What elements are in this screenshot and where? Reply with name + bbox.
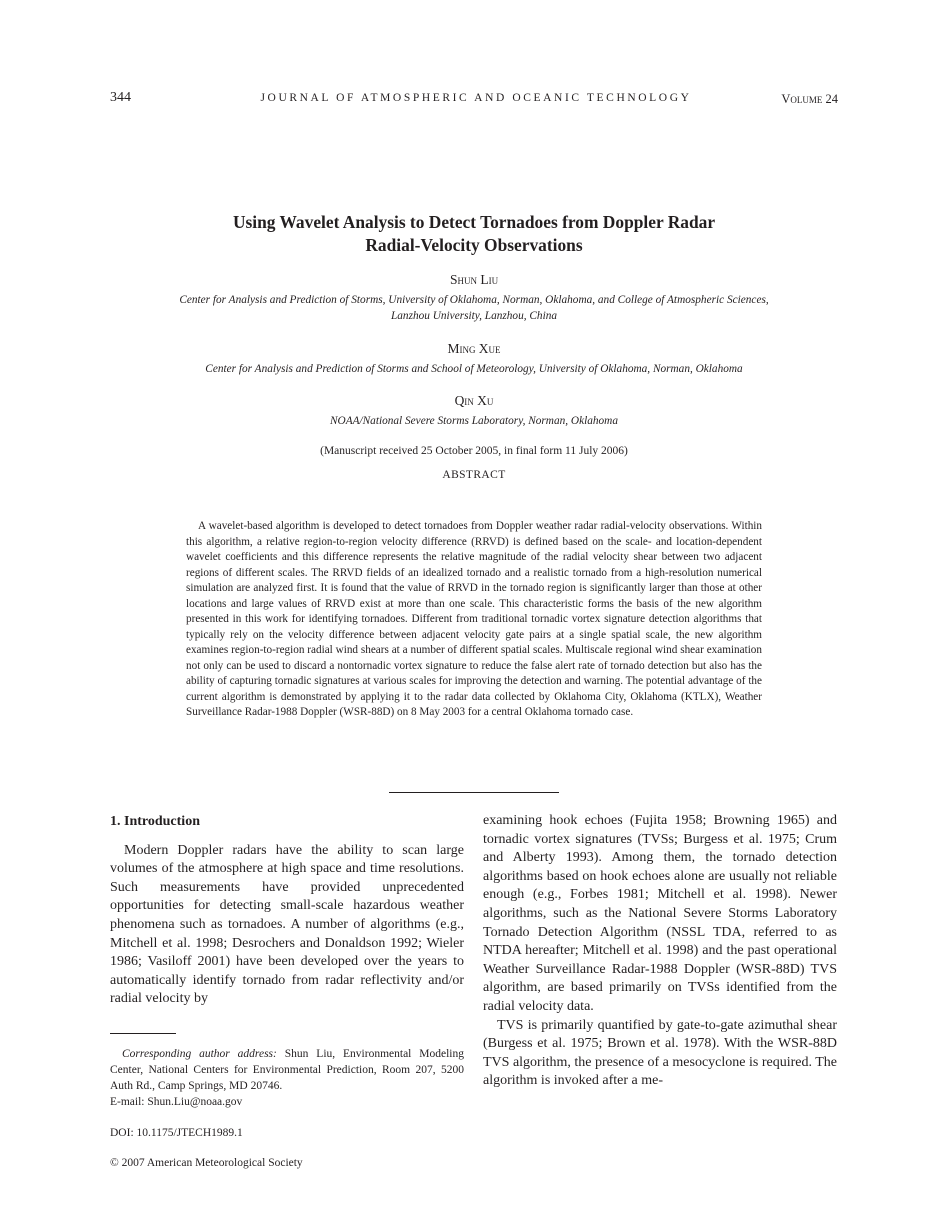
author-affiliation-2: Center for Analysis and Prediction of Storms and School of Meteorology, University of Oklahoma, Norman, Oklahoma xyxy=(205,363,743,375)
volume-label: Volume 24 xyxy=(781,92,838,106)
journal-name: JOURNAL OF ATMOSPHERIC AND OCEANIC TECHNOLOGY xyxy=(260,92,692,104)
section-heading-introduction: 1. Introduction xyxy=(110,814,200,829)
footnote-address: Shun Liu, Environmental Modeling Center, National Centers for Environmental Prediction, Room 207, 5200 Auth Rd., Camp Springs, MD 20746. xyxy=(110,1048,464,1092)
copyright-line: © 2007 American Meteorological Society xyxy=(110,1157,303,1169)
title-block xyxy=(110,211,838,483)
corresponding-author-footnote xyxy=(110,1046,464,1110)
author-affiliation-3: NOAA/National Severe Storms Laboratory, Norman, Oklahoma xyxy=(330,415,618,427)
author-name-2: Ming Xue xyxy=(447,341,501,356)
paper-title-line-2: Radial-Velocity Observations xyxy=(365,235,583,255)
abstract-heading: ABSTRACT xyxy=(442,469,506,481)
intro-paragraph-2: TVS is primarily quantified by gate-to-gate azimuthal shear (Burgess et al. 1975; Brown et al. 1978). With the WSR-88D TVS algorithm, the presence of a mesocyclone is required. The algorithm is invoked after a me- xyxy=(483,1017,837,1089)
paper-title xyxy=(110,211,838,257)
footnote-divider xyxy=(110,1033,176,1034)
abstract-text: A wavelet-based algorithm is developed to detect tornadoes from Doppler weather radar radial-velocity observations. Within this algorithm, a relative region-to-region velocity difference (RRVD) is defined based on the scale- and location-dependent wavelet coefficients and this difference represents the relative magnitude of the radial velocity shear between two adjacent regions of different scales. The RRVD fields of an idealized tornado and a realistic tornado from a high-resolution numerical simulation are analyzed first. It is found that the value of RRVD in the tornado region is significantly larger than those at other locations and large values of RRVD exist at more than one scale. This characteristic forms the basis of the new algorithm presented in this work for identifying tornadoes. Different from traditional tornadic vortex signature detection algorithms that typically rely on the velocity difference between adjacent velocity gate pairs at a single spatial scale, the new algorithm examines region-to-region radial wind shears at a number of different spatial scales. Multiscale regional wind shear examination not only can be used to discard a nontornadic vortex signature to reduce the false alert rate of tornado detection but also has the ability of capturing tornadic signatures at various scales for improving the detection and warning. The potential advantage of the current algorithm is demonstrated by applying it to the radar data collected by Oklahoma City, Oklahoma (KTLX), Weather Surveillance Radar-1988 Doppler (WSR-88D) on 8 May 2003 for a central Oklahoma tornado case. xyxy=(186,520,762,718)
author-name-1: Shun Liu xyxy=(449,272,499,287)
page-number: 344 xyxy=(110,90,131,105)
intro-paragraph-1: Modern Doppler radars have the ability to scan large volumes of the atmosphere at high space and time resolutions. Such measurements have provided unprecedented opportunities for detecting small-scale hazardous weather phenomena such as tornadoes. A number of algorithms (e.g., Mitchell et al. 1998; Desrochers and Donaldson 1992; Wieler 1986; Vasiloff 2001) have been developed over the years to automatically identify tornado from radar reflectivity and/or radial velocity by xyxy=(110,842,464,1007)
author-affiliation-1 xyxy=(110,292,838,324)
footnote-label: Corresponding author address: xyxy=(122,1048,277,1060)
intro-paragraph-1-continued: examining hook echoes (Fujita 1958; Browning 1965) and tornadic vortex signatures (TVSs; Burgess et al. 1975; Crum and Alberty 1993). Among them, the tornado detection algorithms based on hook echoes alone are usually not reliable enough (e.g., Forbes 1981; Mitchell et al. 1998). Newer algorithms, such as the National Severe Storms Laboratory Tornado Detection Algorithm (NSSL TDA, referred to as NTDA hereafter; Mitchell et al. 1998) and the past operational Weather Surveillance Radar-1988 Doppler (WSR-88D) TVS algorithm, are based primarily on TVSs identified from the radial velocity data. xyxy=(483,813,837,1014)
doi-line: DOI: 10.1175/JTECH1989.1 xyxy=(110,1127,243,1139)
affiliation-1-line-2: Lanzhou University, Lanzhou, China xyxy=(390,310,558,322)
abstract-divider xyxy=(389,792,559,793)
author-name-3: Qin Xu xyxy=(454,393,494,408)
left-column xyxy=(110,813,464,1009)
footnote-email: E-mail: Shun.Liu@noaa.gov xyxy=(110,1096,243,1108)
manuscript-received: (Manuscript received 25 October 2005, in final form 11 July 2006) xyxy=(320,445,628,457)
affiliation-1-line-1: Center for Analysis and Prediction of Storms, University of Oklahoma, Norman, Oklahoma, and College of Atmospheric Sciences, xyxy=(179,294,769,306)
right-column xyxy=(483,812,837,1091)
paper-title-line-1: Using Wavelet Analysis to Detect Tornadoes from Doppler Radar xyxy=(232,212,716,232)
